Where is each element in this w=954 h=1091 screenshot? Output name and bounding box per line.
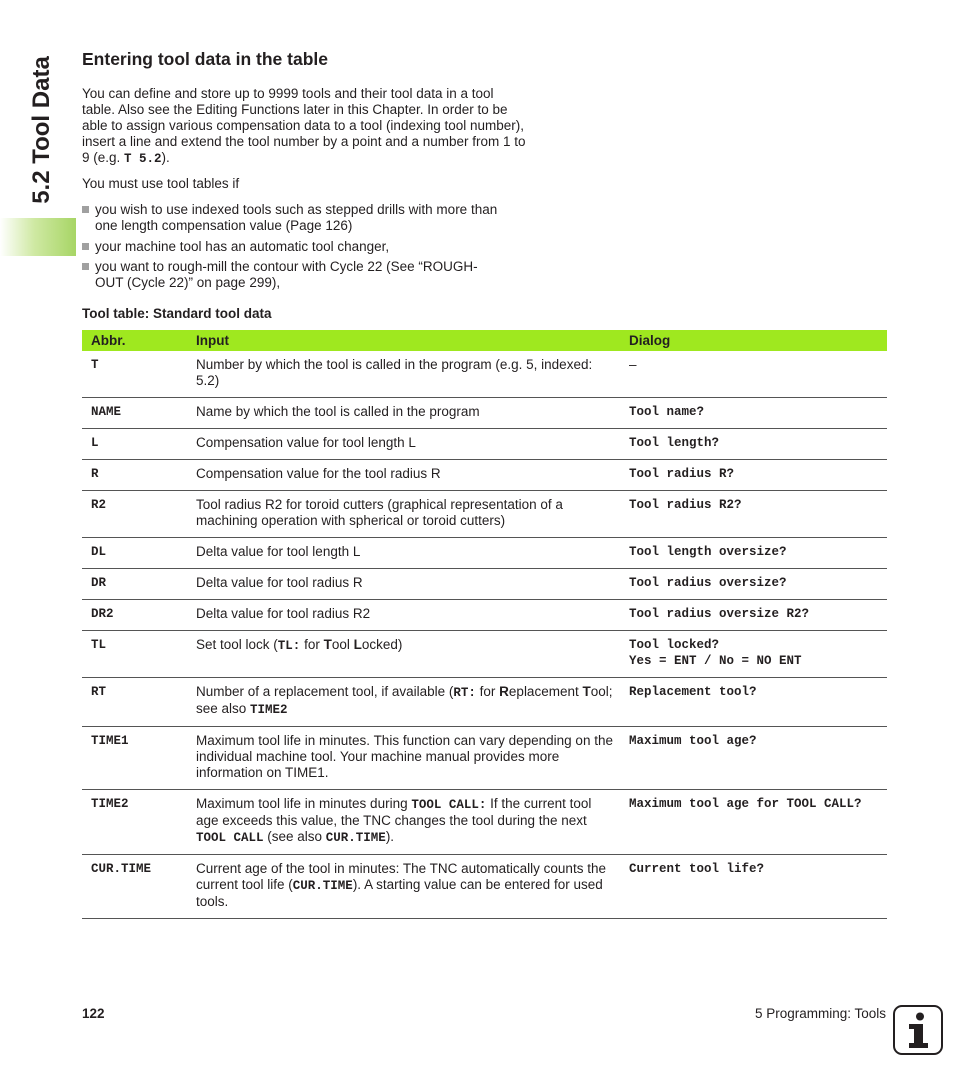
- cell-input: Name by which the tool is called in the program: [187, 398, 620, 429]
- cell-abbr: TIME2: [82, 790, 187, 855]
- sidebar-section-title: 5.2 Tool Data: [28, 56, 55, 204]
- cell-dialog: Tool locked? Yes = ENT / No = NO ENT: [620, 631, 887, 678]
- bullet-square-icon: [82, 206, 89, 213]
- info-icon: [893, 1005, 943, 1055]
- cell-input: Compensation value for tool length L: [187, 429, 620, 460]
- cell-abbr: DR2: [82, 600, 187, 631]
- table-row: [82, 678, 887, 727]
- cell-abbr: L: [82, 429, 187, 460]
- cell-dialog: Tool length oversize?: [620, 538, 887, 569]
- cell-abbr: DL: [82, 538, 187, 569]
- table-caption: Tool table: Standard tool data: [82, 306, 272, 321]
- table-row: [82, 727, 887, 790]
- cell-abbr: T: [82, 351, 187, 398]
- cell-input: Set tool lock (TL: for Tool Locked): [187, 631, 620, 678]
- table-row: [82, 429, 887, 460]
- bullet-square-icon: [82, 243, 89, 250]
- header-dialog: Dialog: [620, 330, 887, 351]
- table-row: [82, 460, 887, 491]
- table-row: [82, 569, 887, 600]
- table-row: [82, 398, 887, 429]
- cell-abbr: TIME1: [82, 727, 187, 790]
- header-input: Input: [187, 330, 620, 351]
- cell-abbr: R2: [82, 491, 187, 538]
- intro-paragraph: You can define and store up to 9999 tools and their tool data in a tool table. Also see the Editing Functions later in this Chapter. In order to be able to assign various compensation data to a tool (indexing tool number), insert a line and extend the tool number by a point and a number from 1 to 9 (e.g. T 5.2).: [82, 86, 526, 166]
- cell-abbr: RT: [82, 678, 187, 727]
- must-use-text: You must use tool tables if: [82, 176, 240, 191]
- cell-dialog: Tool radius oversize?: [620, 569, 887, 600]
- cell-input: Delta value for tool length L: [187, 538, 620, 569]
- header-abbr: Abbr.: [82, 330, 187, 351]
- sidebar-color-bar: [0, 218, 76, 256]
- table-row: [82, 600, 887, 631]
- list-item: you wish to use indexed tools such as stepped drills with more than one length compensation value (Page 126): [82, 202, 527, 234]
- cell-dialog: Tool name?: [620, 398, 887, 429]
- table-row: [82, 855, 887, 919]
- cell-input: Number of a replacement tool, if available (RT: for Replacement Tool; see also TIME2: [187, 678, 620, 727]
- cell-abbr: DR: [82, 569, 187, 600]
- list-item: you want to rough-mill the contour with Cycle 22 (See “ROUGH- OUT (Cycle 22)” on page 299),: [82, 259, 527, 291]
- cell-dialog: Maximum tool age?: [620, 727, 887, 790]
- section-heading: Entering tool data in the table: [82, 49, 328, 69]
- cell-input: Tool radius R2 for toroid cutters (graphical representation of a machining operation with spherical or toroid cutters): [187, 491, 620, 538]
- cell-dialog: Current tool life?: [620, 855, 887, 919]
- table-row: [82, 790, 887, 855]
- cell-input: Compensation value for the tool radius R: [187, 460, 620, 491]
- chapter-footer: 5 Programming: Tools: [754, 1006, 886, 1021]
- cell-dialog: Tool length?: [620, 429, 887, 460]
- table-row: [82, 491, 887, 538]
- table-row: [82, 538, 887, 569]
- tool-data-table: [82, 330, 887, 919]
- cell-dialog: –: [620, 351, 887, 398]
- cell-abbr: R: [82, 460, 187, 491]
- bullet-square-icon: [82, 263, 89, 270]
- cell-abbr: CUR.TIME: [82, 855, 187, 919]
- table-row: [82, 631, 887, 678]
- table-row: [82, 351, 887, 398]
- cell-input: Delta value for tool radius R2: [187, 600, 620, 631]
- cell-input: Maximum tool life in minutes during TOOL CALL: If the current tool age exceeds this value, the TNC changes the tool during the next TOOL CALL (see also CUR.TIME).: [187, 790, 620, 855]
- list-item: your machine tool has an automatic tool changer,: [82, 239, 527, 255]
- page-number: 122: [82, 1006, 105, 1021]
- cell-dialog: Tool radius R?: [620, 460, 887, 491]
- cell-dialog: Replacement tool?: [620, 678, 887, 727]
- cell-dialog: Tool radius oversize R2?: [620, 600, 887, 631]
- cell-input: Delta value for tool radius R: [187, 569, 620, 600]
- cell-input: Current age of the tool in minutes: The TNC automatically counts the current tool life (CUR.TIME). A starting value can be entered for used tools.: [187, 855, 620, 919]
- cell-input: Number by which the tool is called in the program (e.g. 5, indexed: 5.2): [187, 351, 620, 398]
- cell-abbr: TL: [82, 631, 187, 678]
- cell-dialog: Maximum tool age for TOOL CALL?: [620, 790, 887, 855]
- cell-dialog: Tool radius R2?: [620, 491, 887, 538]
- cell-abbr: NAME: [82, 398, 187, 429]
- table-header-row: [82, 330, 887, 351]
- cell-input: Maximum tool life in minutes. This function can vary depending on the individual machine tool. Your machine manual provides more information on TIME1.: [187, 727, 620, 790]
